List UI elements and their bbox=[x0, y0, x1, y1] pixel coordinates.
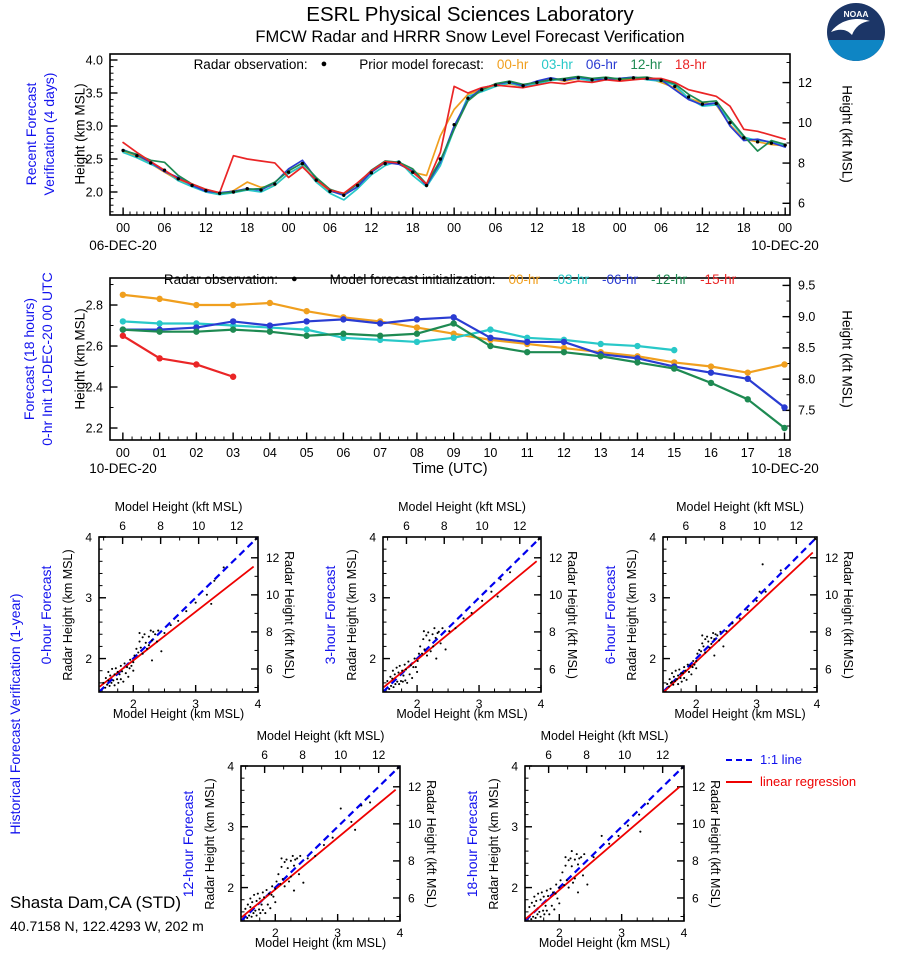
scatter-3h-bottom-label: Model Height (km MSL) bbox=[396, 707, 528, 721]
svg-text:3: 3 bbox=[369, 591, 376, 606]
forecast-ylabel-km: Height (km MSL) bbox=[72, 308, 88, 410]
legend-forecast-model-label: Model forecast initialization: bbox=[329, 272, 496, 287]
svg-text:12: 12 bbox=[695, 221, 710, 235]
svg-text:06: 06 bbox=[157, 221, 172, 235]
svg-text:14: 14 bbox=[630, 446, 645, 460]
recent-date-left: 06-DEC-20 bbox=[89, 238, 157, 253]
svg-text:12: 12 bbox=[198, 221, 213, 235]
svg-text:12: 12 bbox=[229, 519, 244, 533]
svg-text:17: 17 bbox=[740, 446, 755, 460]
scatter-12h-top-label: Model Height (kft MSL) bbox=[256, 729, 385, 743]
svg-text:4: 4 bbox=[85, 530, 92, 545]
svg-text:05: 05 bbox=[299, 446, 314, 460]
svg-text:12: 12 bbox=[692, 780, 706, 795]
svg-text:2: 2 bbox=[129, 697, 137, 711]
scatter-3h-title: 3-hour Forecast bbox=[322, 565, 338, 664]
legend-item-m03hr: -03-hr bbox=[553, 272, 590, 287]
svg-text:4: 4 bbox=[649, 530, 656, 545]
svg-text:3: 3 bbox=[649, 591, 656, 606]
legend-item-00hr: 00-hr bbox=[508, 272, 541, 287]
forecast-ylabel-kft: Height (kft MSL) bbox=[839, 310, 855, 408]
svg-text:2: 2 bbox=[649, 651, 656, 666]
station-coords: 40.7158 N, 122.4293 W, 202 m bbox=[10, 918, 204, 934]
scatter-18h-title: 18-hour Forecast bbox=[464, 790, 480, 897]
scatter-3h-top-label: Model Height (kft MSL) bbox=[398, 500, 526, 514]
obs-bullet-icon: ● bbox=[320, 57, 328, 70]
svg-text:18: 18 bbox=[571, 221, 586, 235]
legend-item-m12hr: -12-hr bbox=[651, 272, 688, 287]
forecast-date-right: 10-DEC-20 bbox=[751, 461, 819, 476]
svg-text:12: 12 bbox=[364, 221, 379, 235]
scatter-18h-right-label: Radar Height (kft MSL) bbox=[708, 779, 722, 908]
svg-text:2: 2 bbox=[369, 651, 376, 666]
legend-item-12hr: 12-hr bbox=[630, 57, 662, 72]
scatter-6h-right-label: Radar Height (kft MSL) bbox=[841, 550, 855, 679]
svg-text:2: 2 bbox=[555, 926, 563, 940]
svg-text:10: 10 bbox=[333, 748, 348, 762]
svg-text:4: 4 bbox=[254, 697, 262, 711]
svg-text:2.0: 2.0 bbox=[85, 185, 103, 200]
svg-text:16: 16 bbox=[704, 446, 718, 460]
legend-item-m15hr: -15-hr bbox=[700, 272, 737, 287]
scatter-12h-title: 12-hour Forecast bbox=[180, 790, 196, 897]
svg-text:06: 06 bbox=[323, 221, 337, 235]
forecast-panel-title-line1: Forecast (18 hours) bbox=[21, 297, 37, 421]
svg-text:07: 07 bbox=[373, 446, 388, 460]
svg-text:12: 12 bbox=[408, 780, 422, 795]
legend-forecast bbox=[110, 272, 790, 287]
svg-text:4: 4 bbox=[511, 759, 518, 774]
svg-text:8: 8 bbox=[798, 156, 805, 171]
svg-text:6: 6 bbox=[692, 891, 699, 906]
legend-recent-model-label: Prior model forecast: bbox=[359, 57, 484, 72]
noaa-logo-text: NOAA bbox=[843, 9, 869, 19]
svg-text:6: 6 bbox=[825, 662, 832, 677]
svg-text:4.0: 4.0 bbox=[85, 53, 103, 68]
svg-text:06: 06 bbox=[488, 221, 503, 235]
svg-text:12: 12 bbox=[825, 551, 839, 566]
scatter-6h-bottom-label: Model Height (km MSL) bbox=[674, 707, 806, 721]
svg-text:18: 18 bbox=[736, 221, 751, 235]
svg-text:10: 10 bbox=[825, 588, 839, 603]
svg-text:00: 00 bbox=[281, 221, 296, 235]
legend-item-06hr: 06-hr bbox=[585, 57, 618, 72]
svg-text:2: 2 bbox=[413, 697, 421, 711]
page-title: ESRL Physical Sciences Laboratory bbox=[306, 3, 634, 26]
svg-text:10: 10 bbox=[408, 817, 422, 832]
scatter-6h-title: 6-hour Forecast bbox=[602, 565, 618, 664]
svg-text:2: 2 bbox=[227, 880, 234, 895]
svg-text:3.5: 3.5 bbox=[85, 86, 103, 101]
svg-text:8: 8 bbox=[549, 625, 556, 640]
legend-forecast-obs-label: Radar observation: bbox=[163, 272, 278, 287]
svg-text:12: 12 bbox=[789, 519, 804, 533]
svg-text:06: 06 bbox=[654, 221, 668, 235]
svg-text:12: 12 bbox=[513, 519, 527, 533]
svg-text:8: 8 bbox=[583, 748, 590, 762]
svg-text:2: 2 bbox=[85, 651, 92, 666]
regression-line-swatch-icon bbox=[726, 781, 752, 783]
svg-text:3: 3 bbox=[85, 591, 92, 606]
scatter-12h-left-label: Radar Height (km MSL) bbox=[203, 777, 217, 910]
recent-ylabel-km: Height (km MSL) bbox=[72, 83, 88, 185]
svg-text:3: 3 bbox=[192, 697, 199, 711]
legend-item-m06hr: -06-hr bbox=[602, 272, 639, 287]
svg-text:4: 4 bbox=[227, 759, 234, 774]
svg-text:00: 00 bbox=[116, 221, 131, 235]
svg-text:6: 6 bbox=[549, 662, 556, 677]
svg-text:12: 12 bbox=[655, 748, 670, 762]
svg-text:8: 8 bbox=[692, 854, 699, 869]
scatter-12h-right-label: Radar Height (kft MSL) bbox=[424, 779, 438, 908]
svg-text:10: 10 bbox=[191, 519, 206, 533]
svg-text:4: 4 bbox=[813, 697, 821, 711]
svg-text:6: 6 bbox=[403, 519, 410, 533]
recent-date-right: 10-DEC-20 bbox=[751, 238, 819, 253]
scatter-legend bbox=[726, 752, 856, 796]
svg-text:2.6: 2.6 bbox=[85, 339, 103, 354]
svg-text:2: 2 bbox=[271, 926, 279, 940]
svg-text:18: 18 bbox=[240, 221, 255, 235]
svg-text:4: 4 bbox=[537, 697, 545, 711]
svg-text:10: 10 bbox=[475, 519, 489, 533]
svg-text:8: 8 bbox=[266, 625, 273, 640]
svg-text:6: 6 bbox=[408, 891, 415, 906]
noaa-logo-sea bbox=[828, 40, 884, 61]
scatter-6h-left-label: Radar Height (km MSL) bbox=[625, 548, 639, 681]
svg-text:00: 00 bbox=[612, 221, 627, 235]
svg-text:00: 00 bbox=[778, 221, 793, 235]
svg-text:2.8: 2.8 bbox=[85, 298, 103, 313]
scatter-0h-left-label: Radar Height (km MSL) bbox=[61, 548, 75, 681]
forecast-18h-timeseries bbox=[86, 278, 816, 460]
svg-text:2.2: 2.2 bbox=[85, 421, 103, 436]
svg-text:12: 12 bbox=[556, 446, 571, 460]
forecast-panel-title-line2: 0-hr Init 10-DEC-20 00 UTC bbox=[39, 272, 55, 446]
scatter-0h-right-label: Radar Height (kft MSL) bbox=[282, 550, 296, 679]
legend-recent bbox=[110, 57, 790, 72]
svg-text:6: 6 bbox=[119, 519, 126, 533]
scatter-12h-bottom-label: Model Height (km MSL) bbox=[254, 936, 387, 950]
svg-text:6: 6 bbox=[798, 196, 805, 211]
forecast-date-left: 10-DEC-20 bbox=[89, 461, 157, 476]
svg-text:2.5: 2.5 bbox=[85, 152, 103, 167]
recent-verification-timeseries bbox=[86, 53, 812, 235]
svg-text:3.0: 3.0 bbox=[85, 119, 103, 134]
svg-text:8: 8 bbox=[299, 748, 306, 762]
legend-item-00hr: 00-hr bbox=[496, 57, 529, 72]
svg-text:08: 08 bbox=[409, 446, 424, 460]
svg-text:8: 8 bbox=[719, 519, 727, 533]
svg-text:8.5: 8.5 bbox=[798, 341, 816, 356]
historical-section-label: Historical Forecast Verification (1-year) bbox=[7, 593, 23, 835]
scatter-0h-top-label: Model Height (kft MSL) bbox=[114, 500, 243, 514]
svg-text:8: 8 bbox=[440, 519, 448, 533]
scatter-legend-row-1to1 bbox=[726, 752, 856, 767]
svg-text:3: 3 bbox=[334, 926, 341, 940]
scatter-6h-top-label: Model Height (kft MSL) bbox=[676, 500, 804, 514]
svg-text:10: 10 bbox=[483, 446, 498, 460]
svg-text:01: 01 bbox=[152, 446, 167, 460]
svg-text:10: 10 bbox=[266, 588, 280, 603]
page-subtitle: FMCW Radar and HRRR Snow Level Forecast Verification bbox=[255, 28, 685, 46]
svg-text:3: 3 bbox=[227, 820, 234, 835]
svg-text:10: 10 bbox=[549, 588, 563, 603]
scatter-0h-title: 0-hour Forecast bbox=[38, 565, 54, 664]
svg-text:8: 8 bbox=[408, 854, 415, 869]
station-name: Shasta Dam,CA (STD) bbox=[10, 893, 181, 912]
svg-text:4: 4 bbox=[369, 530, 376, 545]
svg-text:3: 3 bbox=[753, 697, 760, 711]
svg-text:13: 13 bbox=[593, 446, 608, 460]
svg-text:09: 09 bbox=[446, 446, 461, 460]
svg-text:10: 10 bbox=[692, 817, 706, 832]
scatter-3h-right-label: Radar Height (kft MSL) bbox=[565, 550, 579, 679]
svg-text:12: 12 bbox=[266, 551, 280, 566]
svg-text:12: 12 bbox=[529, 221, 544, 235]
svg-text:12: 12 bbox=[371, 748, 386, 762]
svg-text:2.4: 2.4 bbox=[85, 380, 103, 395]
svg-text:00: 00 bbox=[447, 221, 462, 235]
svg-text:3: 3 bbox=[511, 820, 518, 835]
svg-text:10: 10 bbox=[617, 748, 632, 762]
svg-text:9.0: 9.0 bbox=[798, 309, 816, 324]
svg-text:8: 8 bbox=[825, 625, 832, 640]
scatter-18h-left-label: Radar Height (km MSL) bbox=[487, 777, 501, 910]
svg-text:11: 11 bbox=[520, 446, 534, 460]
svg-text:3: 3 bbox=[618, 926, 625, 940]
regression-line-label: linear regression bbox=[760, 774, 857, 789]
svg-text:02: 02 bbox=[189, 446, 204, 460]
noaa-logo bbox=[826, 2, 886, 62]
scatter-legend-row-regression bbox=[726, 774, 856, 789]
obs-bullet-icon: ● bbox=[291, 272, 298, 285]
scatter-18h-bottom-label: Model Height (km MSL) bbox=[538, 936, 671, 950]
svg-text:7.5: 7.5 bbox=[798, 403, 816, 418]
legend-item-18hr: 18-hr bbox=[674, 57, 707, 72]
recent-ylabel-kft: Height (kft MSL) bbox=[839, 85, 855, 183]
svg-text:6: 6 bbox=[545, 748, 552, 762]
legend-item-03hr: 03-hr bbox=[541, 57, 573, 72]
svg-text:00: 00 bbox=[115, 446, 130, 460]
svg-text:12: 12 bbox=[549, 551, 563, 566]
svg-text:9.5: 9.5 bbox=[798, 278, 816, 293]
svg-text:06: 06 bbox=[336, 446, 351, 460]
scatter-18h-top-label: Model Height (kft MSL) bbox=[540, 729, 669, 743]
svg-text:2: 2 bbox=[692, 697, 700, 711]
svg-text:18: 18 bbox=[405, 221, 420, 235]
svg-text:4: 4 bbox=[680, 926, 688, 940]
svg-text:2: 2 bbox=[511, 880, 518, 895]
recent-panel-title-line2: Verification (4 days) bbox=[41, 72, 57, 196]
svg-text:4: 4 bbox=[396, 926, 404, 940]
svg-text:6: 6 bbox=[266, 662, 273, 677]
svg-text:8.0: 8.0 bbox=[798, 372, 816, 387]
one-to-one-line-label: 1:1 line bbox=[760, 752, 802, 767]
svg-text:15: 15 bbox=[667, 446, 682, 460]
svg-text:3: 3 bbox=[475, 697, 483, 711]
svg-text:04: 04 bbox=[262, 446, 277, 460]
svg-text:6: 6 bbox=[261, 748, 268, 762]
recent-panel-title-line1: Recent Forecast bbox=[23, 82, 39, 186]
svg-text:03: 03 bbox=[226, 446, 241, 460]
svg-text:6: 6 bbox=[682, 519, 690, 533]
one-to-one-line-swatch-icon bbox=[726, 759, 752, 761]
svg-text:10: 10 bbox=[752, 519, 767, 533]
scatter-3h-left-label: Radar Height (km MSL) bbox=[345, 548, 359, 681]
forecast-xaxis-title: Time (UTC) bbox=[412, 461, 488, 477]
svg-text:8: 8 bbox=[157, 519, 164, 533]
scatter-0h-bottom-label: Model Height (km MSL) bbox=[112, 707, 245, 721]
svg-text:10: 10 bbox=[798, 116, 812, 131]
legend-recent-obs-label: Radar observation: bbox=[193, 57, 308, 72]
svg-text:18: 18 bbox=[777, 446, 792, 460]
svg-text:12: 12 bbox=[798, 75, 812, 90]
